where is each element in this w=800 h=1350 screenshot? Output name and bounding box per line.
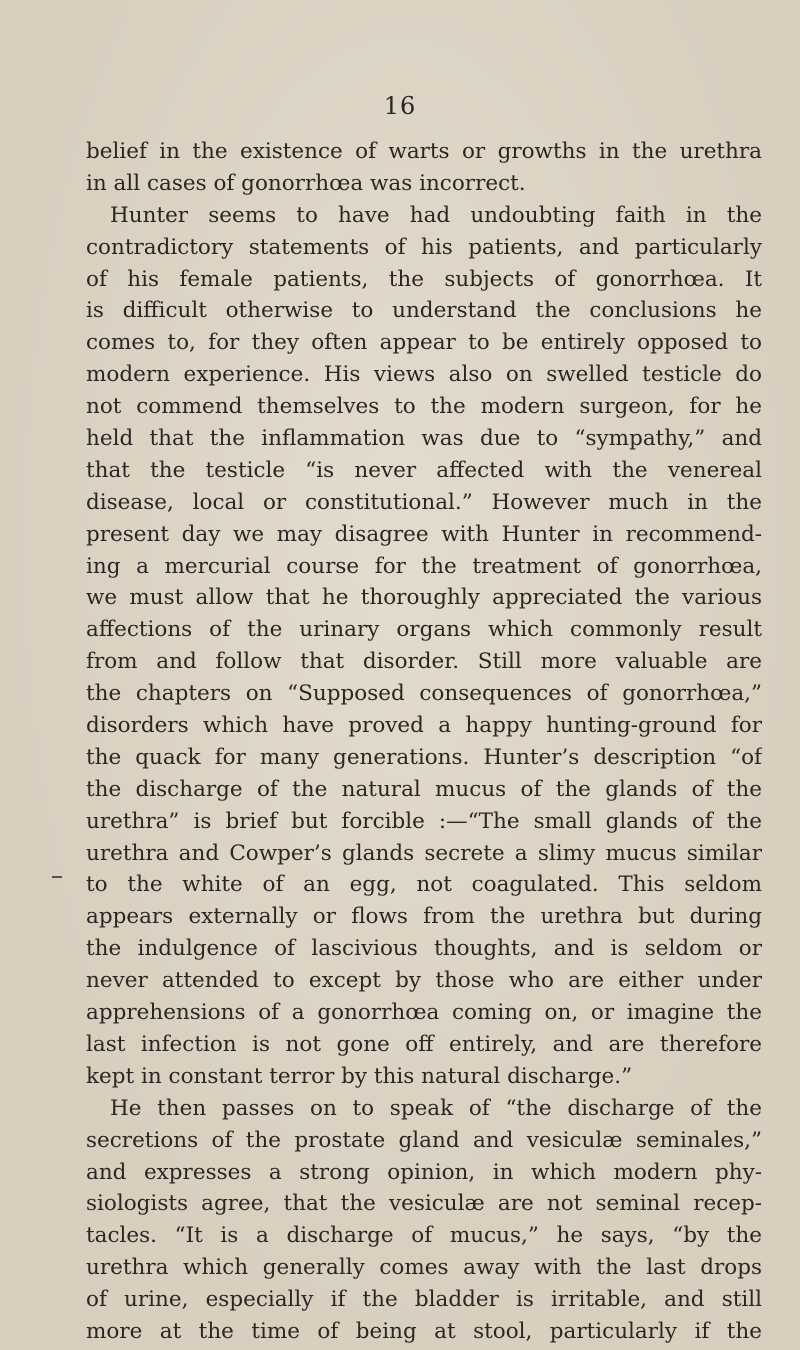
text-line: and expresses a strong opinion, in which modern phy-: [86, 1159, 762, 1185]
text-line: in all cases of gonorrhœa was incorrect.: [86, 170, 526, 196]
text-line: the chapters on “Supposed consequences of gonorrhœa,”: [86, 681, 762, 707]
text-line: the discharge of the natural mucus of the glands of the: [86, 776, 762, 802]
text-line: more at the time of being at stool, particularly if the: [86, 1318, 762, 1344]
text-line: disorders which have proved a happy hunting-ground for: [86, 713, 762, 739]
text-line: we must allow that he thoroughly appreciated the various: [86, 585, 762, 611]
text-line: affections of the urinary organs which commonly result: [86, 617, 762, 643]
text-line: apprehensions of a gonorrhœa coming on, or imagine the: [86, 1000, 762, 1026]
text-line: tacles. “It is a discharge of mucus,” he says, “by the: [86, 1223, 762, 1249]
text-line: of urine, especially if the bladder is irritable, and still: [86, 1287, 762, 1313]
text-line: the quack for many generations. Hunter’s description “of: [86, 744, 762, 770]
page-number: 16: [383, 92, 417, 120]
text-line: secretions of the prostate gland and vesiculæ seminales,”: [86, 1127, 762, 1153]
text-line: that the testicle “is never affected with the venereal: [86, 457, 762, 483]
text-line: last infection is not gone off entirely, and are therefore: [86, 1031, 762, 1057]
text-line: siologists agree, that the vesiculæ are not seminal recep-: [86, 1191, 762, 1217]
body-text: [86, 136, 762, 1348]
text-line: present day we may disagree with Hunter in recommend-: [86, 521, 762, 547]
text-line: is difficult otherwise to understand the conclusions he: [86, 298, 762, 324]
text-line: appears externally or flows from the urethra but during: [86, 904, 762, 930]
text-line: of his female patients, the subjects of gonorrhœa. It: [86, 266, 762, 292]
text-line: comes to, for they often appear to be entirely opposed to: [86, 330, 762, 356]
text-line: urethra” is brief but forcible :—“The small glands of the: [86, 808, 762, 834]
text-line: disease, local or constitutional.” However much in the: [86, 489, 762, 515]
text-line: urethra which generally comes away with the last drops: [86, 1255, 762, 1281]
text-line: Hunter seems to have had undoubting faith in the: [110, 202, 762, 228]
text-line: held that the inflammation was due to “sympathy,” and: [86, 426, 762, 452]
text-line: never attended to except by those who are either under: [86, 968, 762, 994]
text-line: He then passes on to speak of “the discharge of the: [110, 1095, 762, 1121]
text-line: to the white of an egg, not coagulated. This seldom: [86, 872, 762, 898]
margin-mark: [52, 876, 62, 878]
text-line: from and follow that disorder. Still more valuable are: [86, 649, 762, 675]
text-line: not commend themselves to the modern surgeon, for he: [86, 394, 762, 420]
text-line: the indulgence of lascivious thoughts, and is seldom or: [86, 936, 762, 962]
text-line: modern experience. His views also on swelled testicle do: [86, 362, 762, 388]
text-line: belief in the existence of warts or growths in the urethra: [86, 139, 762, 164]
text-line: contradictory statements of his patients, and particularly: [86, 234, 762, 260]
text-line: urethra and Cowper’s glands secrete a slimy mucus similar: [86, 840, 762, 866]
text-line: ing a mercurial course for the treatment of gonorrhœa,: [86, 553, 762, 579]
text-line: kept in constant terror by this natural discharge.”: [86, 1063, 633, 1089]
